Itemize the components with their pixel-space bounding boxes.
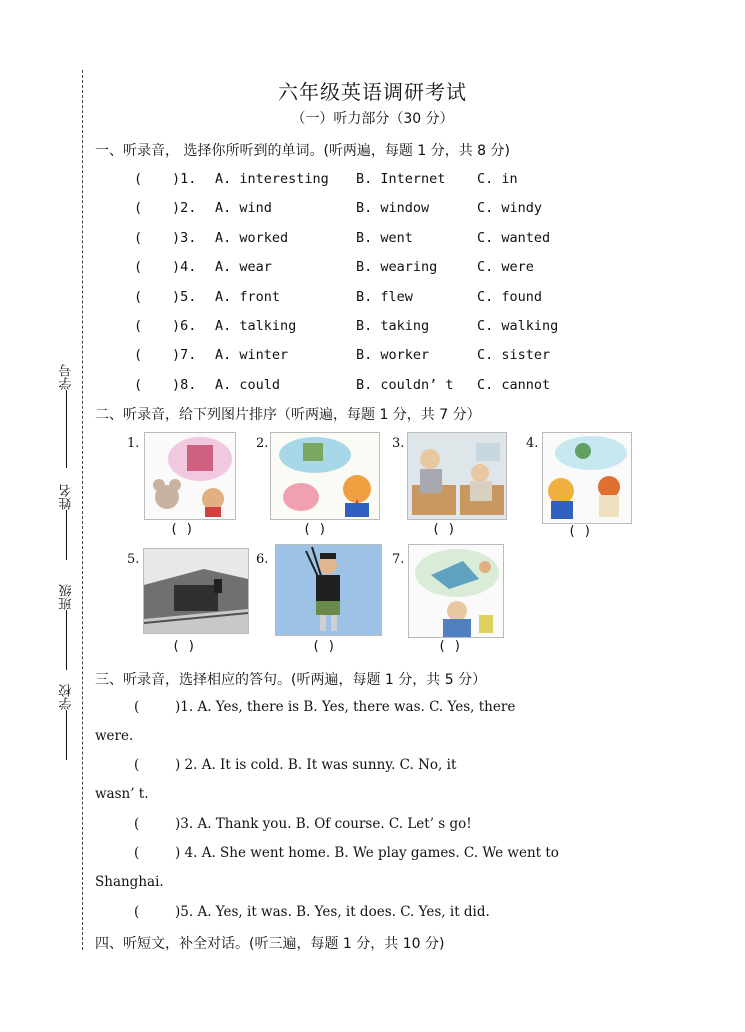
option-b: B. worker <box>356 347 430 364</box>
picture-7-boy-dreaming <box>408 544 504 638</box>
option-b: B. wearing <box>356 259 438 276</box>
answer-paren-open[interactable]: ( <box>134 816 140 832</box>
option-c: C. wanted <box>477 229 551 246</box>
page-subtitle: （一）听力部分（30 分） <box>291 111 454 127</box>
picture-3-people-reading <box>407 432 507 520</box>
question-text: ) 4. A. She went home. B. We play games. C. We went to <box>175 845 559 861</box>
school-blank-line <box>67 710 68 760</box>
answer-blank-7[interactable]: ( ) <box>438 639 462 654</box>
question-number: )5. <box>172 288 197 305</box>
option-a: A. front <box>215 288 281 305</box>
option-a: A. worked <box>215 229 289 246</box>
question-number: )6. <box>172 318 197 334</box>
answer-paren-open[interactable]: ( <box>134 376 143 393</box>
question-number: )1. <box>172 171 197 187</box>
name-blank-line <box>67 510 68 560</box>
question-number: )7. <box>172 347 197 364</box>
question-text: ) 2. A. It is cold. B. It was sunny. C. No, it <box>175 757 457 773</box>
picture-number: 2. <box>256 436 269 451</box>
question-number: )8. <box>172 376 197 393</box>
student-number-label: 学号 <box>59 364 75 390</box>
option-a: A. winter <box>215 347 289 364</box>
picture-6-bagpipe-player <box>275 544 382 636</box>
option-c: C. windy <box>477 200 543 217</box>
answer-paren-open[interactable]: ( <box>134 845 140 861</box>
name-label: 姓名 <box>59 484 75 510</box>
option-a: A. could <box>215 376 281 393</box>
picture-5-old-train <box>143 548 249 634</box>
option-a: A. talking <box>215 318 297 334</box>
option-b: B. flew <box>356 288 413 305</box>
answer-paren-open[interactable]: ( <box>134 288 143 305</box>
picture-number: 1. <box>127 436 140 451</box>
option-b: B. window <box>356 200 430 217</box>
option-a: A. interesting <box>215 171 329 187</box>
school-field <box>52 680 82 760</box>
option-a: A. wear <box>215 259 272 276</box>
question-text-wrap: wasn’ t. <box>95 786 149 802</box>
binding-dashed-line <box>82 70 83 950</box>
option-c: C. cannot <box>477 376 551 393</box>
question-text: )3. A. Thank you. B. Of course. C. Let’ s go! <box>175 816 472 832</box>
option-b: B. couldn’ t <box>356 376 454 393</box>
picture-1-mice-dreaming <box>144 432 236 520</box>
answer-paren-open[interactable]: ( <box>134 200 143 217</box>
class-blank-line <box>67 610 68 670</box>
question-text-wrap: were. <box>95 728 134 744</box>
option-b: B. taking <box>356 318 430 334</box>
answer-paren-open[interactable]: ( <box>134 347 143 364</box>
answer-paren-open[interactable]: ( <box>134 318 143 334</box>
question-text: )1. A. Yes, there is B. Yes, there was. C. Yes, there <box>175 699 516 715</box>
answer-paren-open[interactable]: ( <box>134 904 140 920</box>
picture-number: 5. <box>127 552 140 567</box>
picture-number: 4. <box>526 436 539 451</box>
student-number-blank-line <box>67 390 68 468</box>
section1-heading: 一、听录音， 选择你所听到的单词。(听两遍，每题 1 分，共 8 分) <box>95 143 510 159</box>
school-label: 学校 <box>59 684 75 710</box>
section3-heading: 三、听录音，选择相应的答句。(听两遍，每题 1 分，共 5 分） <box>95 672 487 688</box>
question-number: )2. <box>172 200 197 217</box>
student-number-field <box>52 358 82 468</box>
answer-blank-5[interactable]: ( ) <box>172 639 196 654</box>
option-c: C. were <box>477 259 534 276</box>
class-label: 班级 <box>59 584 75 610</box>
question-text: )5. A. Yes, it was. B. Yes, it does. C. Yes, it did. <box>175 904 490 920</box>
answer-paren-open[interactable]: ( <box>134 699 140 715</box>
page-title: 六年级英语调研考试 <box>278 80 467 104</box>
option-b: B. Internet <box>356 171 446 187</box>
picture-number: 3. <box>392 436 405 451</box>
picture-number: 6. <box>256 552 269 567</box>
picture-4-cat-and-fox <box>542 432 632 524</box>
question-text-wrap: Shanghai. <box>95 874 164 890</box>
option-c: C. found <box>477 288 543 305</box>
picture-number: 7. <box>392 552 405 567</box>
question-number: )3. <box>172 229 197 246</box>
answer-blank-6[interactable]: ( ) <box>312 639 336 654</box>
answer-blank-2[interactable]: ( ) <box>303 522 327 537</box>
name-field <box>52 480 82 560</box>
answer-paren-open[interactable]: ( <box>134 259 143 276</box>
option-a: A. wind <box>215 200 272 217</box>
answer-blank-4[interactable]: ( ) <box>568 524 592 539</box>
option-c: C. walking <box>477 318 559 334</box>
answer-paren-open[interactable]: ( <box>134 171 143 187</box>
picture-2-cat-and-pig <box>270 432 380 520</box>
answer-blank-1[interactable]: ( ) <box>170 522 194 537</box>
option-c: C. sister <box>477 347 551 364</box>
option-c: C. in <box>477 171 518 187</box>
class-field <box>52 580 82 670</box>
option-b: B. went <box>356 229 413 246</box>
section4-heading: 四、听短文，补全对话。(听三遍，每题 1 分，共 10 分) <box>95 936 445 952</box>
section2-heading: 二、听录音，给下列图片排序（听两遍，每题 1 分，共 7 分） <box>95 407 481 423</box>
answer-paren-open[interactable]: ( <box>134 757 140 773</box>
answer-paren-open[interactable]: ( <box>134 229 143 246</box>
answer-blank-3[interactable]: ( ) <box>432 522 456 537</box>
question-number: )4. <box>172 259 197 276</box>
